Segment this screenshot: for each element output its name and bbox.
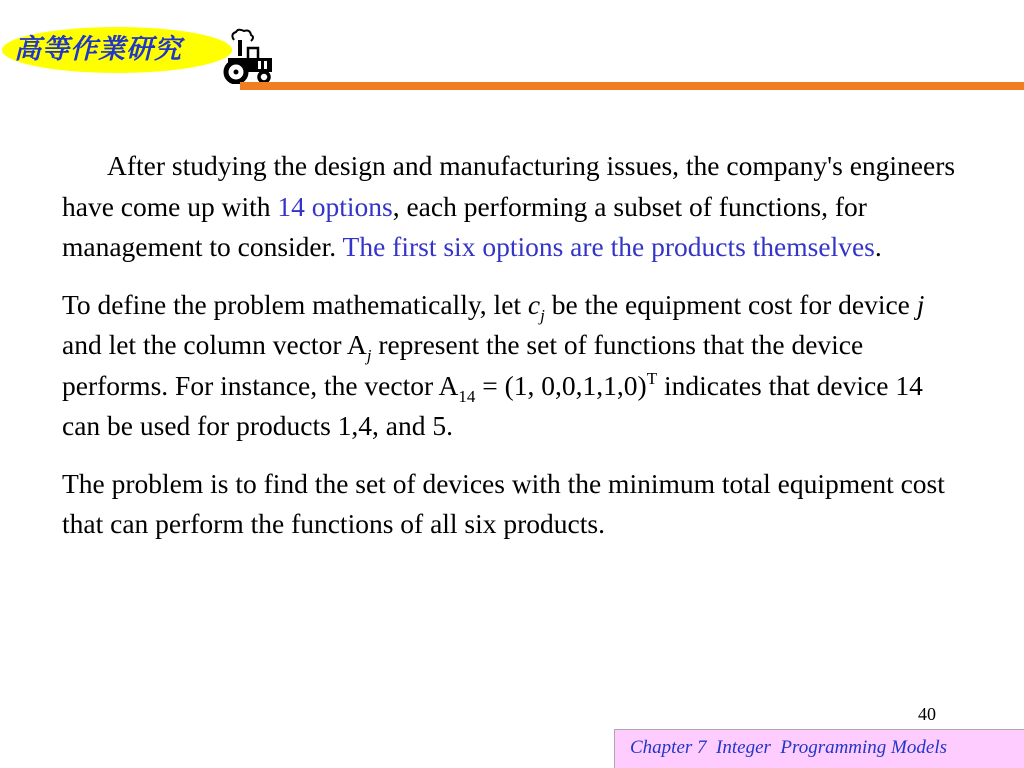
subscript-j: j — [366, 346, 372, 365]
text-run: = (1, 0,0,1,1,0) — [475, 369, 647, 401]
subscript-14: 14 — [458, 386, 476, 406]
text-run: . — [874, 231, 882, 262]
variable-j: j — [916, 288, 925, 320]
paragraph-problem: The problem is to find the set of devices with the minimum total equipment cost that can perform the functions of all six products. — [62, 467, 945, 539]
variable-c: c — [527, 288, 541, 320]
text-run: represent the set of functions that the device performs. For instance, the vector A — [62, 329, 864, 401]
course-title: 高等作業研究 — [14, 34, 182, 65]
paragraph-definition — [62, 285, 962, 447]
tractor-icon — [218, 28, 274, 84]
highlight-options: 14 options — [277, 190, 393, 222]
text-run: To define the problem mathematically, let — [62, 288, 528, 320]
highlight-first-six: The first six options are the products themselves — [342, 231, 875, 262]
text-run: be the equipment cost for device — [544, 288, 917, 320]
text-run: After studying the design and manufacturing issues, the company's engineers have come up with — [62, 150, 956, 222]
superscript-t: T — [646, 368, 658, 388]
paragraph-options — [62, 146, 962, 268]
page-number: 40 — [918, 704, 936, 724]
text-run: and let the column vector A — [62, 329, 367, 360]
slide-body — [62, 146, 962, 545]
text-run: indicates that device 14 can be used for products 1,4, and 5. — [62, 369, 923, 441]
chapter-label: Chapter 7 Integer Programming Models — [630, 737, 947, 758]
subscript-j: j — [540, 305, 545, 325]
text-run: , each performing a subset of functions, for management to consider. — [62, 190, 867, 262]
header-rule — [240, 82, 1024, 90]
